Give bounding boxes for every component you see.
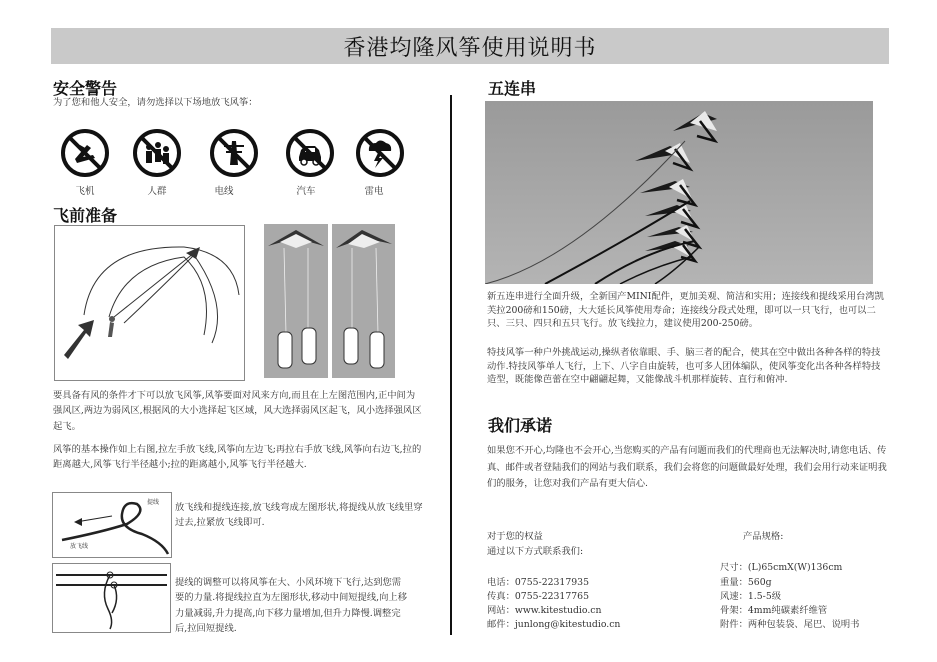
preflight-paragraph-2: 风筝的基本操作如上右图,拉左手放飞线,风筝向左边飞;再拉右手放飞线,风筝向右边飞,拉的距离越大,风筝飞行半径越小;拉的距离越小,风筝飞行半径越大. (53, 444, 422, 471)
title-bar (51, 28, 889, 64)
spec-size: 尺寸：(L)65cmX(W)136cm (720, 562, 843, 573)
crowd-icon (135, 131, 179, 175)
preflight-paragraph-1: 要具备有风的条件才下可以放飞风筝,风筝要面对风来方向,而且在上左图范围内,正中间为强风区,两边为弱风区,根据风的大小选择起飞区域，风大选择弱风区起飞，风小选择强风区起飞。 (53, 390, 422, 432)
icon-label-power-line: 电线 (214, 186, 234, 197)
promise-heading: 我们承诺 (488, 416, 553, 435)
contact-method: 通过以下方式联系我们: (487, 546, 584, 557)
power-line-icon (212, 131, 256, 175)
safety-intro: 为了您和他人安全，请勿选择以下场地放飞风筝： (53, 97, 258, 108)
line-knot-diagram (52, 492, 172, 558)
spec-frame: 骨架：4mm纯碳素纤维管 (720, 605, 828, 616)
wind-window-diagram (54, 225, 245, 381)
spec-accessories: 附件：两种包装袋、尾巴、说明书 (720, 619, 860, 630)
icon-label-car: 汽车 (296, 186, 316, 197)
contact-rights: 对于您的权益 (487, 531, 543, 542)
safety-heading: 安全警告 (53, 79, 118, 98)
five-train-heading: 五连串 (488, 79, 537, 98)
promise-text: 如果您不开心,均隆也不会开心,当您购买的产品有问题而我们的代理商也无法解决时,请您电话、传真、邮件或者登陆我们的网站与我们联系，我们会将您的问题做最好处理，我们会用行动来证明我们的服务，让您对我们产品有更大信心. (487, 445, 887, 489)
contact-fax: 传真：0755-22317765 (487, 591, 590, 602)
bridle-adjust-diagram (52, 563, 171, 633)
icon-label-airplane: 飞机 (75, 186, 95, 197)
specs-heading: 产品规格: (743, 531, 784, 542)
airplane-icon (63, 131, 107, 175)
knot-label-b: 放飞线 (70, 543, 89, 550)
preflight-paragraph-4: 提线的调整可以将风筝在大、小风环境下飞行,达到您需要的力量.将提线拉直为左图形状,移动中间短提线,向上移力量减弱,升力提高,向下移力量增加,但升力降慢.调整完后,拉回短提线. (175, 577, 407, 635)
five-train-paragraph-1: 新五连串进行全面升级，全新国产MINI配件，更加美观、简洁和实用；连接线和提线采用台湾凯芙拉200磅和150磅，大大延长风筝使用寿命；连接线分段式处理，即可以一只飞行，也可以二只、三只、四只和五只飞行。放飞线拉力，建议使用200-250磅。 (487, 291, 884, 329)
spec-wind: 风速：1.5-5级 (720, 591, 782, 602)
knot-label-a: 提线 (147, 499, 160, 506)
page-title: 香港均隆风筝使用说明书 (343, 35, 597, 61)
preflight-paragraph-3: 放飞线和提线连接,放飞线弯成左图形状,将提线从放飞线里穿过去,拉紧放飞线即可. (175, 502, 423, 529)
spec-weight: 重量：560g (720, 577, 772, 588)
contact-website[interactable]: 网站：www.kitestudio.cn (487, 605, 602, 616)
contact-email[interactable]: 邮件：junlong@kitestudio.cn (487, 619, 621, 630)
contact-phone: 电话：0755-22317935 (487, 577, 590, 588)
steering-photo-left (264, 224, 328, 378)
icon-label-crowd: 人群 (147, 186, 167, 197)
five-train-paragraph-2: 特技风筝一种户外挑战运动,操纵者依靠眼、手、脑三者的配合，使其在空中做出各种各样的特技动作.特技风筝单人飞行，上下、八字自由旋转，也可多人团体编队，使风筝变化出各种各样特技造型，既能像芭蕾在空中翩翩起舞，又能像战斗机那样旋转、直行和俯冲. (487, 347, 881, 385)
column-divider (450, 95, 452, 635)
icon-label-thunderstorm: 雷电 (364, 186, 384, 197)
preflight-heading: 飞前准备 (53, 206, 118, 225)
thunderstorm-icon (358, 131, 402, 175)
car-icon (288, 131, 332, 175)
prohibition-icons (58, 126, 418, 182)
kite-train-photo (485, 101, 873, 284)
steering-photo-right (332, 224, 395, 378)
